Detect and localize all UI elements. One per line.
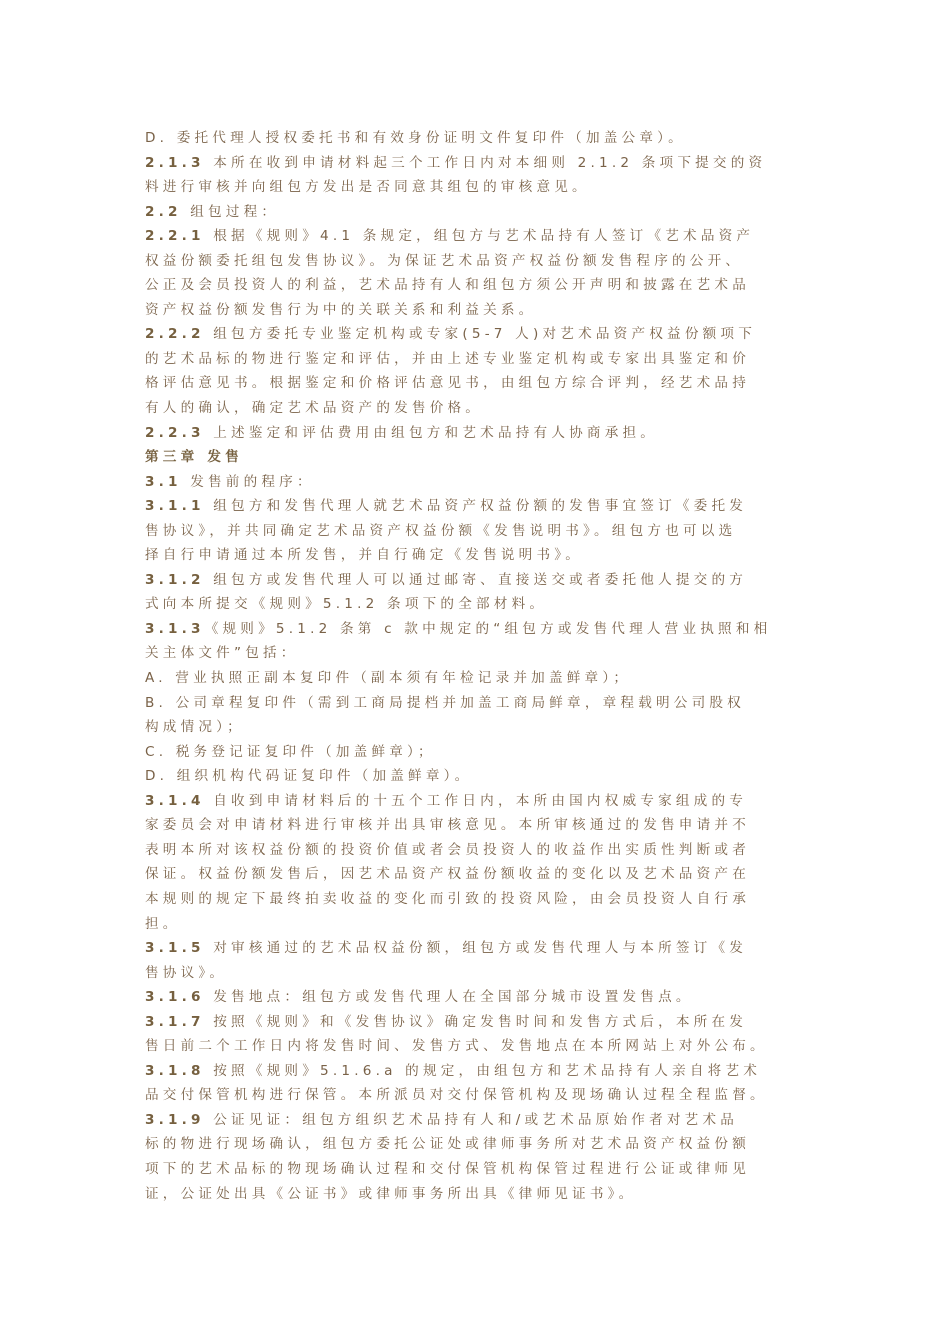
text-line — [145, 396, 815, 421]
text-line — [145, 1182, 815, 1207]
line-text: 项下的艺术品标的物现场确认过程和交付保管机构保管过程进行公证或律师见 — [145, 1160, 750, 1177]
line-text: 自收到申请材料后的十五个工作日内，本所由国内权威专家组成的专 — [204, 792, 748, 809]
text-line — [145, 813, 815, 838]
line-text: 择自行申请通过本所发售，并自行确定《发售说明书》。 — [145, 547, 584, 564]
text-line — [145, 421, 815, 446]
text-line — [145, 126, 815, 151]
clause-number: 3.1 — [145, 473, 182, 490]
text-line — [145, 862, 815, 887]
text-line — [145, 175, 815, 200]
text-line — [145, 641, 815, 666]
text-line — [145, 1132, 815, 1157]
clause-number: 3.1.1 — [145, 498, 205, 515]
clause-number: 2.2.1 — [145, 228, 205, 245]
line-text: 按照《规则》和《发售协议》确定发售时间和发售方式后，本所在发 — [204, 1013, 748, 1030]
clause-number: 2.1.3 — [145, 154, 205, 171]
text-line — [145, 1010, 815, 1035]
line-text: 按照《规则》5.1.6.a 的规定，由组包方和艺术品持有人亲自将艺术 — [204, 1062, 762, 1079]
line-text: D. 委托代理人授权委托书和有效身份证明文件复印件（加盖公章）。 — [145, 130, 686, 146]
line-text: 证，公证处出具《公证书》或律师事务所出具《律师见证书》。 — [145, 1185, 637, 1202]
text-line — [145, 789, 815, 814]
line-text: A. 营业执照正副本复印件（副本须有年检记录并加盖鲜章）； — [145, 670, 632, 687]
text-line — [145, 1108, 815, 1133]
line-text: 担。 — [145, 915, 181, 932]
line-text: 式向本所提交《规则》5.1.2 条项下的全部材料。 — [145, 596, 548, 613]
line-text: 组包方或发售代理人可以通过邮寄、直接送交或者委托他人提交的方 — [204, 571, 748, 588]
text-line — [145, 151, 815, 176]
line-text: 售协议》，并共同确定艺术品资产权益份额《发售说明书》。组包方也可以选 — [145, 522, 737, 539]
document-body — [145, 126, 815, 1206]
text-line — [145, 715, 815, 740]
text-line — [145, 961, 815, 986]
line-text: 《规则》5.1.2 条第 c 款中规定的“组包方或发售代理人营业执照和相 — [204, 620, 772, 637]
text-line — [145, 347, 815, 372]
line-text: 上述鉴定和评估费用由组包方和艺术品持有人协商承担。 — [204, 424, 659, 441]
text-line — [145, 298, 815, 323]
text-line — [145, 470, 815, 495]
line-text: 发售前的程序： — [181, 473, 315, 490]
line-text: 资产权益份额发售行为中的关联关系和利益关系。 — [145, 301, 537, 318]
line-text: 本规则的规定下最终拍卖收益的变化而引致的投资风险，由会员投资人自行承 — [145, 890, 750, 907]
text-line — [145, 1157, 815, 1182]
text-line — [145, 200, 815, 225]
clause-number: 3.1.7 — [145, 1013, 205, 1030]
text-line — [145, 912, 815, 937]
line-text: 关主体文件”包括： — [145, 645, 299, 662]
line-text: B. 公司章程复印件（需到工商局提档并加盖工商局鲜章，章程载明公司股权 — [145, 694, 745, 711]
text-line — [145, 224, 815, 249]
text-line — [145, 838, 815, 863]
clause-number: 3.1.2 — [145, 571, 205, 588]
clause-number: 3.1.8 — [145, 1062, 205, 1079]
line-text: 售协议》。 — [145, 964, 228, 981]
line-text: 品交付保管机构进行保管。本所派员对交付保管机构及现场确认过程全程监督。 — [145, 1087, 768, 1104]
text-line — [145, 543, 815, 568]
clause-number: 2.2.2 — [145, 326, 205, 343]
line-text: 售日前二个工作日内将发售时间、发售方式、发售地点在本所网站上对外公布。 — [145, 1038, 768, 1055]
text-line — [145, 494, 815, 519]
text-line — [145, 666, 815, 691]
line-text: 本所在收到申请材料起三个工作日内对本细则 2.1.2 条项下提交的资 — [204, 154, 767, 171]
line-text: 标的物进行现场确认，组包方委托公证处或律师事务所对艺术品资产权益份额 — [145, 1136, 750, 1153]
chapter-title: 第三章 发售 — [145, 449, 243, 466]
text-line — [145, 985, 815, 1010]
line-text: 发售地点：组包方或发售代理人在全国部分城市设置发售点。 — [204, 989, 694, 1006]
line-text: 组包方和发售代理人就艺术品资产权益份额的发售事宜签订《委托发 — [204, 498, 748, 515]
text-line — [145, 371, 815, 396]
text-line — [145, 273, 815, 298]
text-line — [145, 592, 815, 617]
line-text: 组包过程： — [181, 203, 280, 220]
chapter-heading — [145, 445, 815, 470]
text-line — [145, 691, 815, 716]
line-text: C. 税务登记证复印件（加盖鲜章）； — [145, 743, 436, 760]
text-line — [145, 936, 815, 961]
line-text: 料进行审核并向组包方发出是否同意其组包的审核意见。 — [145, 179, 590, 196]
text-line — [145, 740, 815, 765]
text-line — [145, 764, 815, 789]
line-text: 根据《规则》4.1 条规定，组包方与艺术品持有人签订《艺术品资产 — [204, 228, 755, 245]
clause-number: 3.1.9 — [145, 1111, 205, 1128]
line-text: D. 组织机构代码证复印件（加盖鲜章）。 — [145, 768, 473, 785]
text-line — [145, 249, 815, 274]
line-text: 家委员会对申请材料进行审核并出具审核意见。本所审核通过的发售申请并不 — [145, 817, 750, 834]
line-text: 对审核通过的艺术品权益份额，组包方或发售代理人与本所签订《发 — [204, 940, 748, 957]
line-text: 权益份额委托组包发售协议》。为保证艺术品资产权益份额发售程序的公开、 — [145, 252, 744, 269]
text-line — [145, 1083, 815, 1108]
line-text: 表明本所对该权益份额的投资价值或者会员投资人的收益作出实质性判断或者 — [145, 841, 750, 858]
line-text: 的艺术品标的物进行鉴定和评估，并由上述专业鉴定机构或专家出具鉴定和价 — [145, 350, 750, 367]
line-text: 格评估意见书。根据鉴定和价格评估意见书，由组包方综合评判，经艺术品持 — [145, 375, 750, 392]
clause-number: 3.1.5 — [145, 940, 205, 957]
line-text: 组包方委托专业鉴定机构或专家(5-7 人)对艺术品资产权益份额项下 — [204, 326, 756, 343]
clause-number: 2.2 — [145, 203, 182, 220]
line-text: 公正及会员投资人的利益，艺术品持有人和组包方须公开声明和披露在艺术品 — [145, 277, 750, 294]
line-text: 保证。权益份额发售后，因艺术品资产权益份额收益的变化以及艺术品资产在 — [145, 866, 750, 883]
clause-number: 3.1.6 — [145, 989, 205, 1006]
text-line — [145, 1034, 815, 1059]
clause-number: 2.2.3 — [145, 424, 205, 441]
line-text: 构成情况）； — [145, 719, 245, 736]
text-line — [145, 617, 815, 642]
text-line — [145, 322, 815, 347]
text-line — [145, 519, 815, 544]
clause-number: 3.1.4 — [145, 792, 205, 809]
clause-number: 3.1.3 — [145, 620, 205, 637]
line-text: 有人的确认，确定艺术品资产的发售价格。 — [145, 400, 484, 417]
text-line — [145, 887, 815, 912]
text-line — [145, 1059, 815, 1084]
text-line — [145, 568, 815, 593]
line-text: 公证见证：组包方组织艺术品持有人和/或艺术品原始作者对艺术品 — [204, 1111, 739, 1128]
